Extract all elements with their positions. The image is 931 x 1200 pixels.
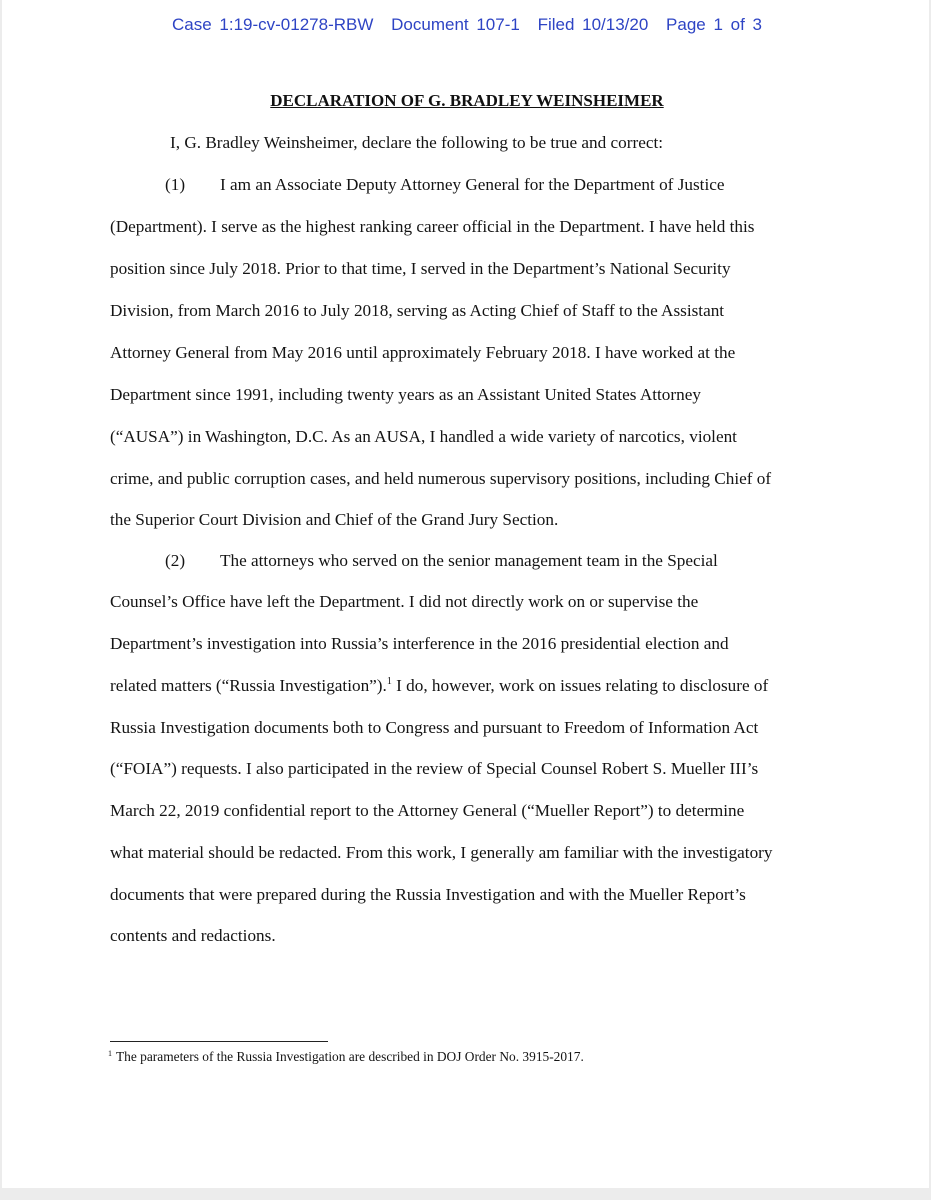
paragraph-1-line: I am an Associate Deputy Attorney General for the Department of Justice: [220, 175, 725, 194]
paragraph-1-number: (1): [165, 175, 186, 194]
intro-line: I, G. Bradley Weinsheimer, declare the following to be true and correct:: [170, 133, 663, 152]
paragraph-1-line: (Department). I serve as the highest ranking career official in the Department. I have held this: [110, 217, 755, 236]
document-page: [2, 0, 929, 1188]
paragraph-1-line: crime, and public corruption cases, and held numerous supervisory positions, including Chief of: [110, 469, 772, 488]
paragraph-2-line: Department’s investigation into Russia’s interference in the 2016 presidential election and: [110, 634, 729, 653]
footnote: [108, 1049, 584, 1065]
page-number: Page 1 of 3: [666, 15, 763, 34]
paragraph-2-line: March 22, 2019 confidential report to the Attorney General (“Mueller Report”) to determine: [110, 801, 745, 820]
footnote-marker: 1: [108, 1049, 112, 1058]
document-title: DECLARATION OF G. BRADLEY WEINSHEIMER: [270, 91, 664, 110]
footnote-reference: 1: [386, 676, 392, 687]
paragraph-2-line: documents that were prepared during the Russia Investigation and with the Mueller Report’s: [110, 885, 746, 904]
paragraph-2-line: The attorneys who served on the senior management team in the Special: [220, 551, 718, 570]
footnote-text: The parameters of the Russia Investigation are described in DOJ Order No. 3915-2017.: [116, 1049, 584, 1064]
paragraph-2-line: what material should be redacted. From this work, I generally am familiar with the investigatory: [110, 843, 773, 862]
paragraph-2-line: Russia Investigation documents both to Congress and pursuant to Freedom of Information Act: [110, 718, 759, 737]
paragraph-1-line: (“AUSA”) in Washington, D.C. As an AUSA, I handled a wide variety of narcotics, violent: [110, 427, 737, 446]
paragraph-2-number: (2): [165, 551, 186, 570]
document-number: Document 107-1: [391, 15, 520, 34]
paragraph-1-line: the Superior Court Division and Chief of the Grand Jury Section.: [110, 510, 559, 529]
paragraph-2-line: related matters (“Russia Investigation”).$^1$ I do, however, work on issues relating to disclosure of: [110, 676, 769, 695]
paragraph-1-line: Division, from March 2016 to July 2018, serving as Acting Chief of Staff to the Assistant: [110, 301, 725, 320]
paragraph-2-line: (“FOIA”) requests. I also participated in the review of Special Counsel Robert S. Mueller III’s: [110, 759, 759, 778]
case-header: [2, 15, 931, 35]
paragraph-2-line: Counsel’s Office have left the Department. I did not directly work on or supervise the: [110, 592, 699, 611]
case-number: Case 1:19-cv-01278-RBW: [171, 15, 374, 34]
paragraph-1-line: position since July 2018. Prior to that time, I served in the Department’s National Security: [110, 259, 731, 278]
filed-date: Filed 10/13/20: [537, 15, 649, 34]
paragraph-1-line: Attorney General from May 2016 until approximately February 2018. I have worked at the: [110, 343, 736, 362]
paragraph-1-line: Department since 1991, including twenty years as an Assistant United States Attorney: [110, 385, 701, 404]
paragraph-2-line: contents and redactions.: [110, 926, 276, 945]
footnote-divider: [110, 1041, 328, 1042]
